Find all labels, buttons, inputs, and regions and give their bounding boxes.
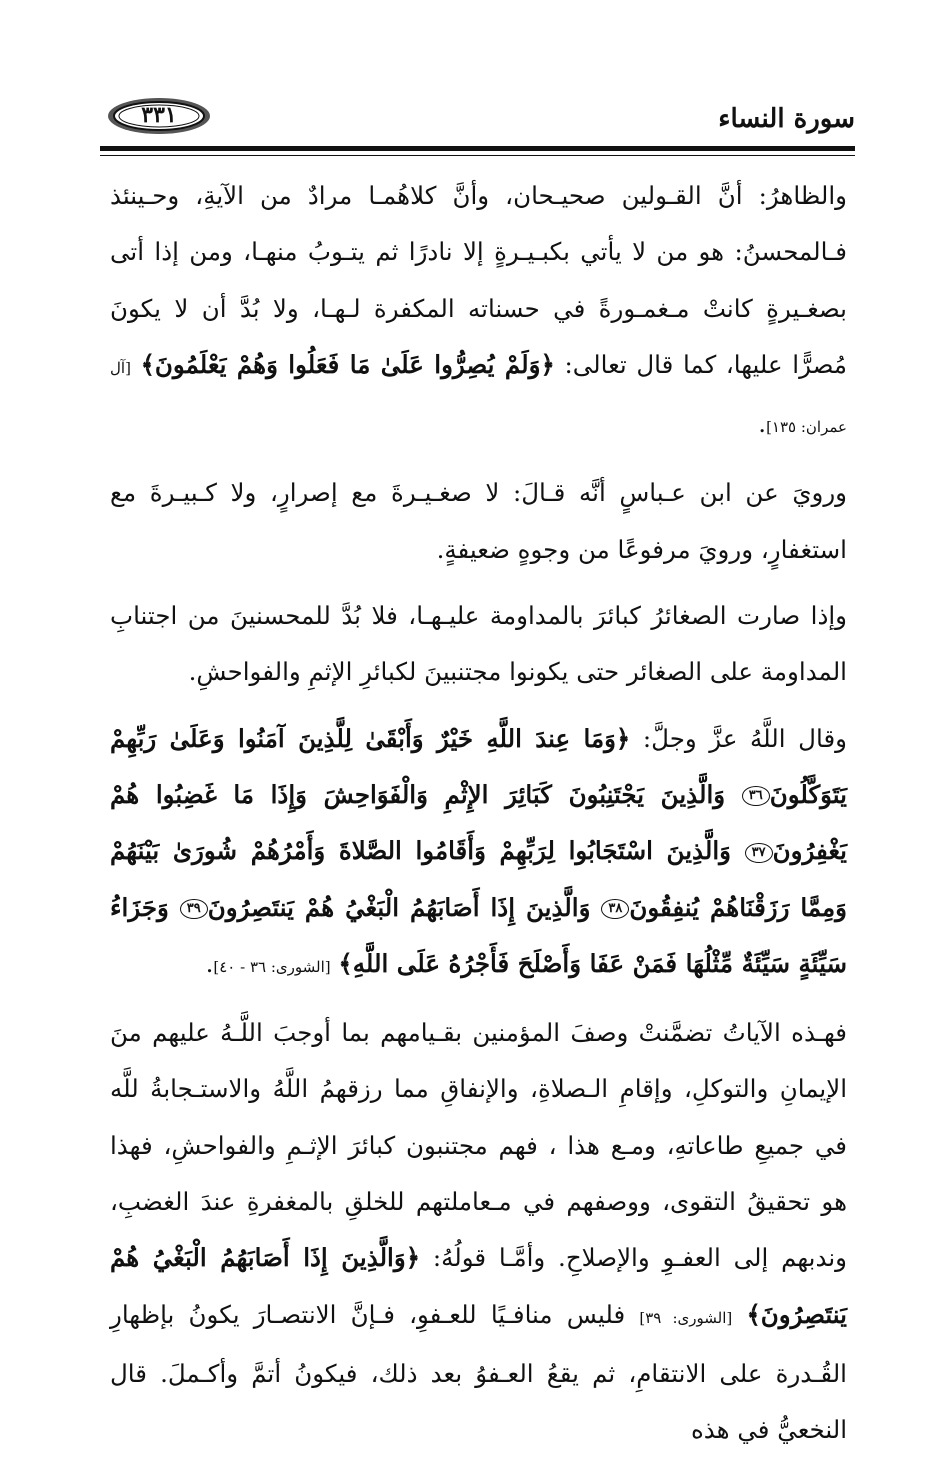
body-text: وقال اللَّهُ عزَّ وجلَّ: [630, 723, 847, 753]
body-paragraph [110, 588, 847, 701]
body-text: فليس منافـيًا للعـفوِ، فـإنَّ الانتصـارَ يكونُ بإظهارِ القُـدرة على الانتقامِ، ثم يقعُ العـفوُ بعد ذلك، فيكونُ أتمَّ وأكـملَ. قال النخعيُّ في هذه [110, 1299, 847, 1445]
page-body [110, 168, 847, 1459]
quran-verse: وَجَزَاءُ سَيِّئَةٍ سَيِّئَةٌ مِّثْلُهَا فَمَنْ عَفَا وَأَصْلَحَ فَأَجْرُهُ عَلَى اللَّهِ﴾ [110, 892, 847, 978]
page-number-badge [106, 96, 212, 136]
verse-reference: [آل عمران: ١٣٥] [110, 358, 847, 437]
quran-verse: ﴿وَلَمْ يُصِرُّوا عَلَىٰ مَا فَعَلُوا وَهُمْ يَعْلَمُونَ﴾ [140, 349, 555, 379]
body-text: . [205, 948, 214, 978]
body-text [732, 1300, 746, 1329]
header-divider-thick [100, 146, 855, 151]
ayah-number-marker: ٣٦ [742, 786, 770, 806]
quran-verse: ﴿وَالَّذِينَ إِذَا أَصَابَهُمُ الْبَغْيُ هُمْ يَنتَصِرُونَ﴾ [110, 1243, 848, 1329]
body-paragraph [110, 711, 847, 995]
body-paragraph [110, 465, 847, 578]
surah-title: سورة النساء [718, 104, 855, 134]
body-paragraph [110, 168, 847, 455]
verse-reference: [الشورى: ٣٦ - ٤٠] [213, 957, 331, 976]
body-text: فهـذه الآياتُ تضمَّنتْ وصفَ المؤمنين بقـيامهم بما أوجبَ اللَّـهُ عليهم منَ الإيمانِ والتوكلِ، وإقامِ الـصلاةِ، والإنفاقِ مما رزقهمُ اللَّهُ والاستـجابةُ للَّه في جميعِ طاعاتهِ، ومـع هذا ، فهم مجتنبون كبائرَ الإثـمِ والفواحشِ، فهذا هو تحقيقُ التقوى، ووصفهم في مـعاملتهم للخلقِ بالمغفرةِ عندَ الغضبِ، وندبهم إلى العفـوِ والإصلاحِ. وأمَّـا قولُهُ: [110, 1018, 847, 1273]
ayah-number-marker: ٣٨ [601, 899, 629, 919]
quran-verse: وَالَّذِينَ يَجْتَنِبُونَ كَبَائِرَ الإِثْمِ وَالْفَوَاحِشَ وَإِذَا مَا غَضِبُوا هُمْ يَغْفِرُونَ [110, 779, 847, 866]
ayah-number-marker: ٣٩ [180, 899, 208, 919]
page-header [100, 96, 855, 148]
body-paragraph [110, 1005, 847, 1458]
quran-verse: وَالَّذِينَ اسْتَجَابُوا لِرَبِّهِمْ وَأَقَامُوا الصَّلاةَ وَأَمْرُهُمْ شُورَىٰ بَيْنَهُمْ وَمِمَّا رَزَقْنَاهُمْ يُنفِقُونَ [110, 836, 847, 922]
body-text: وإذا صارت الصغائرُ كبائرَ بالمداومة عليـهـا، فلا بُدَّ للمحسنينَ من اجتنابِ المداومة على الصغائر حتى يكونوا مجتنبينَ لكبائرِ الإثمِ والفواحشِ. [110, 601, 847, 687]
verse-reference: [الشورى: ٣٩] [639, 1308, 733, 1327]
body-text [131, 350, 141, 379]
body-text: ورويَ عن ابن عـباسٍ أنَّه قـالَ: لا صغـيـرةَ مع إصرارٍ، ولا كـبيـرةَ مع استغفارٍ، ورويَ مرفوعًا من وجوهٍ ضعيفةٍ. [110, 478, 847, 564]
quran-verse: وَالَّذِينَ إِذَا أَصَابَهُمُ الْبَغْيُ هُمْ يَنتَصِرُونَ [207, 892, 602, 922]
ayah-number-marker: ٣٧ [745, 843, 773, 863]
body-text: والظاهرُ: أنَّ القـولين صحيـحان، وأنَّ كلاهُمـا مرادٌ من الآيةِ، وحـينئذ فـالمحسنُ: هو من لا يأتي بكبـيـرةٍ إلا نادرًا ثم يتـوبُ منهـا، ومن إذا أتى بصغـيرةٍ كانتْ مـغمـورةً في حسناته المكفرة لـهـا، ولا بُدَّ أن لا يكونَ مُصرًّا عليها، كما قال تعالى: [110, 181, 847, 379]
header-divider-thin [100, 155, 855, 156]
body-text: . [758, 409, 767, 439]
quran-verse: ﴿وَمَا عِندَ اللَّهِ خَيْرٌ وَأَبْقَىٰ لِلَّذِينَ آمَنُوا وَعَلَىٰ رَبِّهِمْ يَتَوَكَّلُونَ [110, 723, 847, 809]
page-number: ٣٣١ [141, 102, 177, 128]
